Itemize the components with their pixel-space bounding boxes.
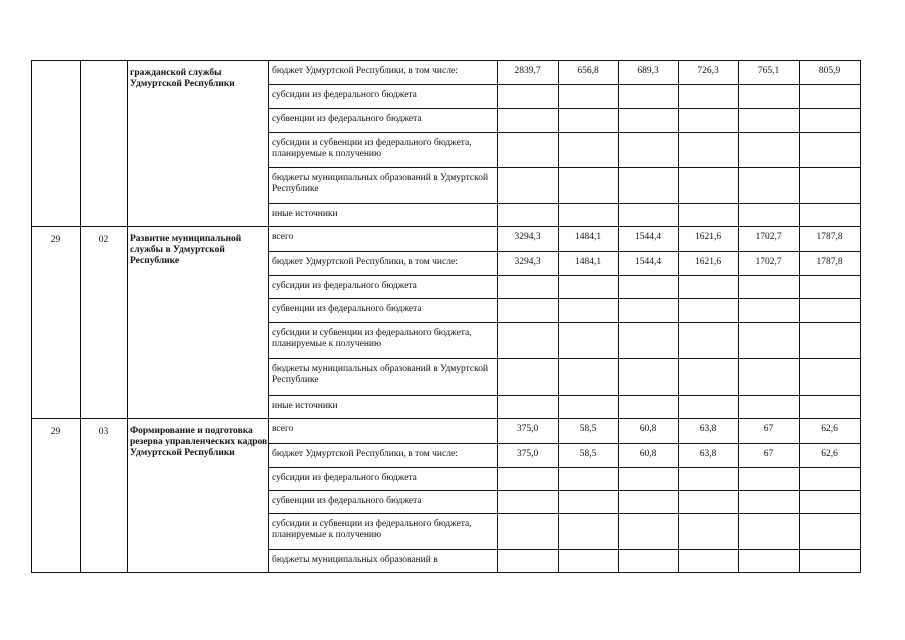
amount-cell: 726,3: [697, 66, 719, 76]
subprogram-title: гражданской службы Удмуртской Республики: [130, 68, 235, 89]
row-divider: [31, 572, 861, 573]
amount-cell: 3294,3: [514, 257, 541, 267]
column-divider: [127, 60, 128, 572]
row-divider: [268, 84, 861, 85]
funding-source-label: бюджеты муниципальных образований в Удмуртской Республике: [272, 364, 489, 385]
funding-source-label: субвенции из федерального бюджета: [272, 304, 422, 314]
funding-source-label: субсидии из федерального бюджета: [272, 281, 417, 291]
row-divider: [31, 418, 861, 419]
row-divider: [268, 108, 861, 109]
amount-cell: 63,8: [699, 449, 717, 459]
row-divider: [268, 513, 861, 514]
column-divider: [738, 60, 739, 572]
amount-cell: 1702,7: [755, 257, 782, 267]
row-divider: [268, 203, 861, 204]
amount-cell: 689,3: [637, 66, 659, 76]
column-divider: [799, 60, 800, 572]
amount-cell: 1544,4: [634, 232, 662, 242]
subprogram-title: Развитие муниципальной службы в Удмуртской Республике: [130, 234, 242, 266]
amount-cell: 765,1: [757, 66, 780, 76]
subprogram-code: 03: [98, 427, 109, 437]
row-divider: [31, 60, 861, 61]
column-divider: [558, 60, 559, 572]
column-divider: [678, 60, 679, 572]
amount-cell: 58,5: [579, 449, 597, 459]
funding-source-label: бюджет Удмуртской Республики, в том числе:: [272, 66, 458, 76]
amount-cell: 375,0: [516, 449, 539, 459]
amount-cell: 62,6: [821, 424, 838, 434]
funding-source-label: иные источники: [272, 401, 338, 411]
amount-cell: 67: [763, 424, 774, 434]
column-divider: [80, 60, 81, 572]
program-code: 29: [50, 427, 61, 437]
row-divider: [31, 226, 861, 227]
column-divider: [860, 60, 861, 572]
funding-source-label: субсидии и субвенции из федерального бюджета, планируемые к получению: [272, 138, 472, 159]
amount-cell: 58,5: [579, 424, 597, 434]
funding-source-label: бюджеты муниципальных образований в: [272, 555, 438, 565]
column-divider: [497, 60, 498, 572]
amount-cell: 375,0: [516, 424, 539, 434]
funding-source-label: всего: [272, 232, 294, 242]
amount-cell: 1702,7: [755, 232, 782, 242]
funding-source-label: субсидии из федерального бюджета: [272, 90, 417, 100]
row-divider: [268, 490, 861, 491]
row-divider: [268, 467, 861, 468]
amount-cell: 60,8: [639, 424, 657, 434]
budget-table: [31, 60, 860, 572]
funding-source-label: всего: [272, 424, 294, 434]
amount-cell: 63,8: [699, 424, 717, 434]
funding-source-label: бюджеты муниципальных образований в Удмуртской Республике: [272, 173, 489, 194]
amount-cell: 67: [763, 449, 774, 459]
funding-source-label: субсидии из федерального бюджета: [272, 473, 417, 483]
amount-cell: 1787,8: [816, 257, 843, 267]
column-divider: [31, 60, 32, 572]
amount-cell: 1544,4: [634, 257, 662, 267]
row-divider: [268, 275, 861, 276]
amount-cell: 60,8: [639, 449, 657, 459]
program-code: 29: [50, 235, 61, 245]
funding-source-label: субвенции из федерального бюджета: [272, 114, 422, 124]
funding-source-label: бюджет Удмуртской Республики, в том числе:: [272, 257, 458, 267]
amount-cell: 1484,1: [574, 257, 602, 267]
row-divider: [268, 298, 861, 299]
funding-source-label: субсидии и субвенции из федерального бюджета, планируемые к получению: [272, 519, 472, 540]
row-divider: [268, 395, 861, 396]
amount-cell: 1787,8: [816, 232, 843, 242]
subprogram-code: 02: [98, 235, 109, 245]
amount-cell: 62,6: [821, 449, 838, 459]
column-divider: [618, 60, 619, 572]
amount-cell: 1484,1: [574, 232, 602, 242]
amount-cell: 1621,6: [694, 257, 722, 267]
funding-source-label: бюджет Удмуртской Республики, в том числе:: [272, 449, 458, 459]
funding-source-label: субсидии и субвенции из федерального бюджета, планируемые к получению: [272, 328, 472, 349]
column-divider: [268, 60, 269, 572]
subprogram-title: Формирование и подготовка резерва управленческих кадров Удмуртской Республики: [130, 426, 268, 458]
row-divider: [268, 322, 861, 323]
row-divider: [268, 167, 861, 168]
row-divider: [268, 251, 861, 252]
amount-cell: 805,9: [818, 66, 841, 76]
amount-cell: 1621,6: [694, 232, 722, 242]
row-divider: [268, 443, 861, 444]
funding-source-label: субвенции из федерального бюджета: [272, 496, 422, 506]
funding-source-label: иные источники: [272, 209, 338, 219]
row-divider: [268, 549, 861, 550]
amount-cell: 2839,7: [514, 66, 541, 76]
amount-cell: 3294,3: [514, 232, 541, 242]
row-divider: [268, 358, 861, 359]
amount-cell: 656,8: [577, 66, 599, 76]
row-divider: [268, 132, 861, 133]
